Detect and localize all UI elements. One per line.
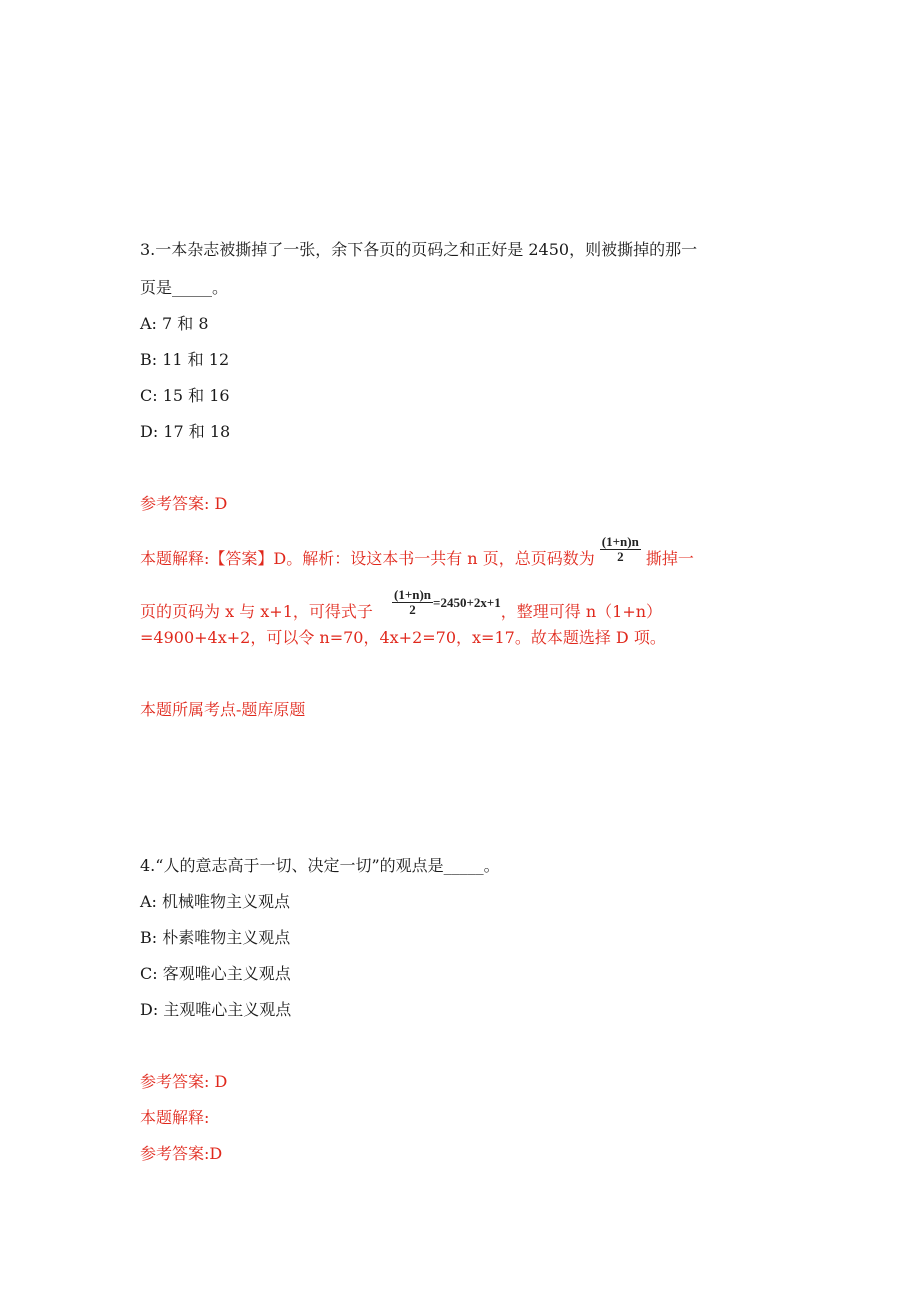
q4-answer: 参考答案: D <box>140 1072 228 1091</box>
q3-option-d: D: 17 和 18 <box>140 422 231 441</box>
fraction-denominator: 2 <box>617 549 624 564</box>
q3-fraction-equation <box>392 588 433 617</box>
q3-explanation-line3: =4900+4x+2，可以令 n=70，4x+2=70，x=17。故本题选择 D 项。 <box>140 628 666 647</box>
q3-expl-text-a: 本题解释:【答案】D。解析：设这本书一共有 n 页，总页码数为 <box>140 549 595 568</box>
q4-stem: 4.“人的意志高于一切、决定一切”的观点是_____。 <box>140 856 500 875</box>
q4-answer-repeat: 参考答案:D <box>140 1144 223 1163</box>
q3-expl-text-d: ，整理可得 n（1+n） <box>500 602 663 621</box>
q4-option-a: A: 机械唯物主义观点 <box>140 892 291 911</box>
q3-stem-line2: 页是_____。 <box>140 278 229 297</box>
q3-source: 本题所属考点-题库原题 <box>140 700 306 719</box>
q3-stem-line1: 3.一本杂志被撕掉了一张，余下各页的页码之和正好是 2450，则被撕掉的那一 <box>140 240 698 259</box>
q3-option-a: A: 7 和 8 <box>140 314 209 333</box>
q3-answer: 参考答案: D <box>140 494 228 513</box>
q4-option-d: D: 主观唯心主义观点 <box>140 1000 292 1019</box>
q3-expl-text-b: 撕掉一 <box>645 549 694 568</box>
q4-explanation: 本题解释: <box>140 1108 210 1127</box>
q3-equation-tail: =2450+2x+1 <box>433 594 501 610</box>
fraction-numerator: (1+n)n <box>394 587 432 602</box>
fraction-numerator: (1+n)n <box>601 534 639 549</box>
q3-explanation-line2 <box>140 587 663 627</box>
q3-option-c: C: 15 和 16 <box>140 386 230 405</box>
q4-option-b: B: 朴素唯物主义观点 <box>140 928 291 947</box>
q3-explanation-line1 <box>140 534 694 574</box>
q4-option-c: C: 客观唯心主义观点 <box>140 964 291 983</box>
q3-expl-text-c: 页的页码为 x 与 x+1，可得式子 <box>140 602 373 621</box>
fraction-denominator: 2 <box>409 602 416 617</box>
q3-fraction-total <box>600 535 641 564</box>
q3-option-b: B: 11 和 12 <box>140 350 230 369</box>
